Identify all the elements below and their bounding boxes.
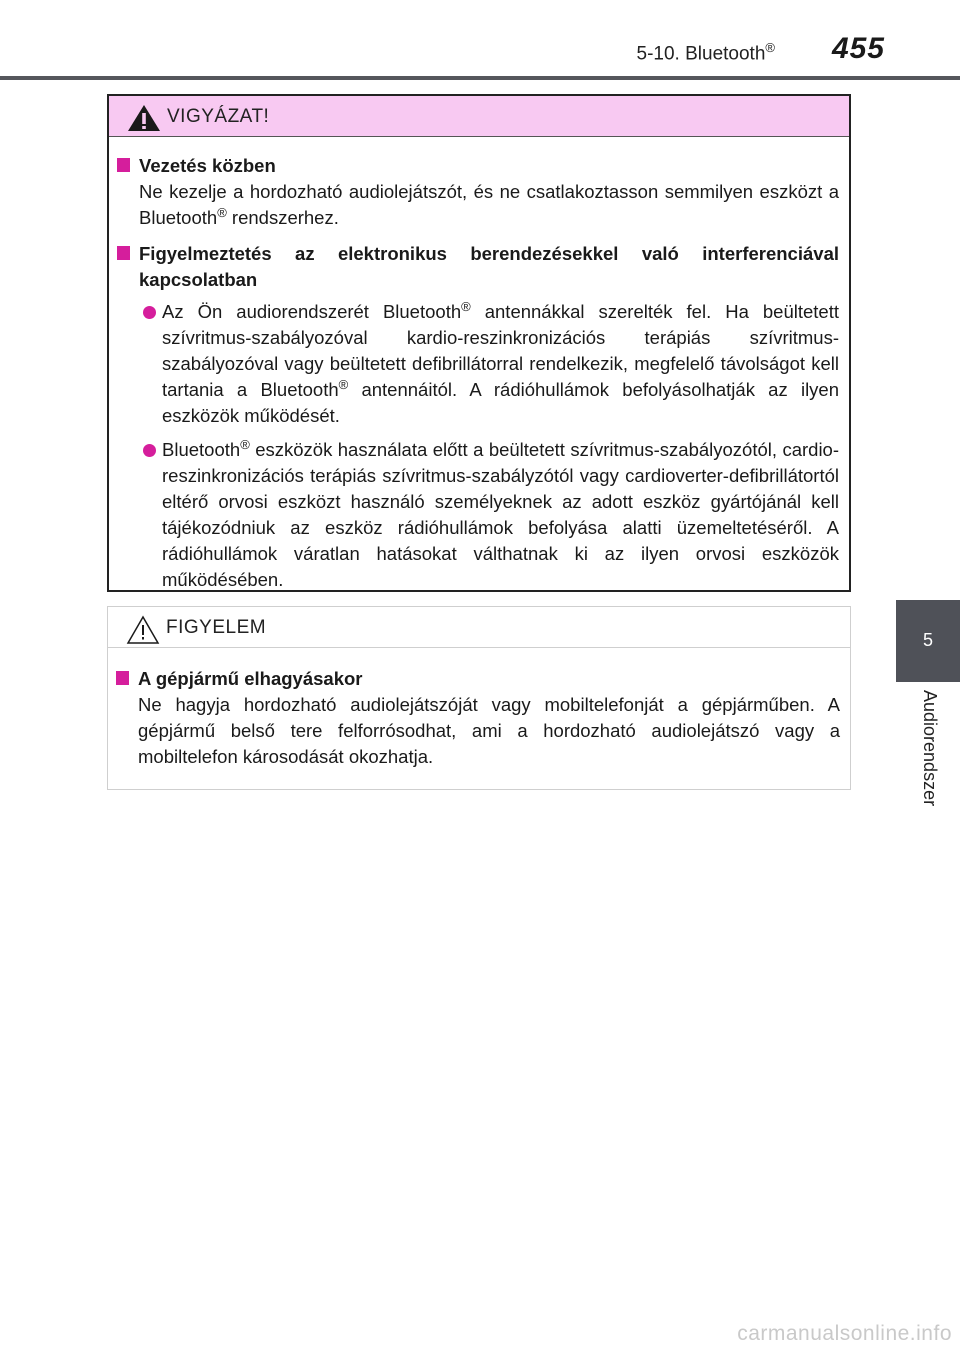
warning-body xyxy=(109,137,849,593)
chapter-number: 5 xyxy=(922,630,933,650)
list-item: Az Ön audiorendszerét Bluetooth® antennákkal szerelték fel. Ha beültetett szívritmus-szabályozóval kardio-reszinkronizációs terápiás szívritmus-szabályozóval vagy beültetett defibrillátorral rendelkezik, megfelelő távolságot kell tartania a Bluetooth® antennáitól. A rádióhullámok befolyásolhatják az ilyen eszközök működését. xyxy=(117,299,839,429)
notice-body xyxy=(108,648,850,770)
header-divider xyxy=(0,76,960,80)
watermark: carmanualsonline.info xyxy=(737,1322,952,1345)
warning-title: VIGYÁZAT! xyxy=(167,106,270,127)
item-heading: A gépjármű elhagyásakor xyxy=(116,666,840,692)
notice-header xyxy=(108,607,850,648)
notice-title: FIGYELEM xyxy=(166,617,267,638)
list-item: Bluetooth® eszközök használata előtt a beültetett szívritmus-szabályozótól, cardio-reszinkronizációs terápiás szívritmus-szabályzótól vagy cardioverter-defibrillátortól eltérő orvosi eszközt használó személyeknek az adott eszköz gyártójánál kell tájékozódniuk az eszköz rádióhullámok befolyása alatti üzemeltetéséről. A rádióhullámok váratlan hatásokat válthatnak ki az ilyen orvosi eszközök működésében. xyxy=(117,437,839,593)
chapter-tab xyxy=(896,600,960,682)
registered-mark: ® xyxy=(765,40,775,55)
warning-triangle-icon xyxy=(127,104,161,132)
page-number: 455 xyxy=(831,32,885,65)
square-bullet-icon xyxy=(117,158,130,172)
round-bullet-icon xyxy=(143,444,156,457)
item-text: Ne hagyja hordozható audiolejátszóját vagy mobiltelefonját a gépjárműben. A gépjármű belső tere felforrósodhat, ami a hordozható audiolejátszó vagy a mobiltelefon károsodását okozhatja. xyxy=(138,694,840,767)
warning-header xyxy=(109,96,849,137)
round-bullet-icon xyxy=(143,306,156,319)
item-heading: Figyelmeztetés az elektronikus berendezésekkel való interferenciával kapcsolatban xyxy=(117,241,839,293)
square-bullet-icon xyxy=(117,246,130,260)
chapter-label-text: Audiorendszer xyxy=(920,690,940,807)
warning-box xyxy=(107,94,851,592)
page-header xyxy=(0,0,960,80)
item-heading: Vezetés közben xyxy=(117,153,839,179)
item-text: Ne kezelje a hordozható audiolejátszót, és ne csatlakoztasson semmilyen eszközt a Bluetooth® rendszerhez. xyxy=(139,181,839,228)
caution-triangle-icon xyxy=(126,615,160,645)
square-bullet-icon xyxy=(116,671,129,685)
chapter-label xyxy=(896,690,960,840)
notice-box xyxy=(107,606,851,790)
section-title: 5-10. Bluetooth® xyxy=(636,40,775,65)
